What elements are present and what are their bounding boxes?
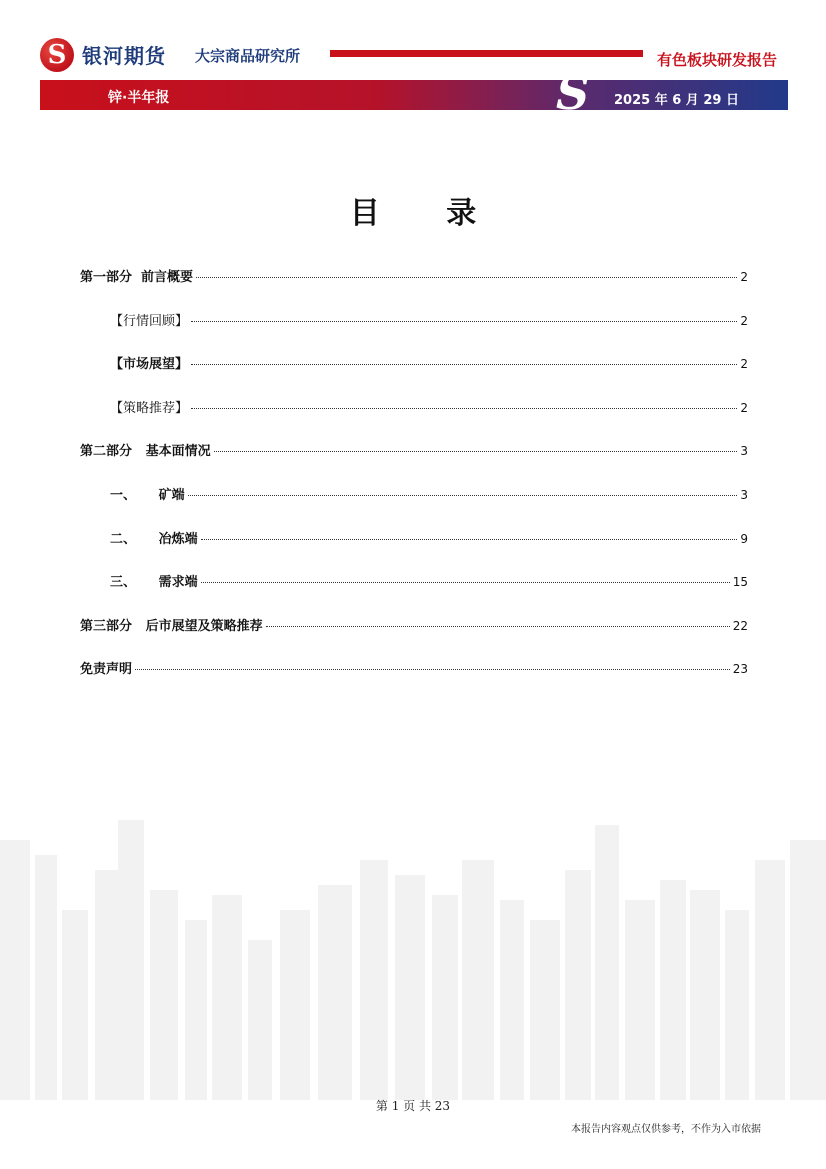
toc-entry[interactable]	[110, 571, 748, 590]
toc-entry-page: 22	[732, 618, 748, 633]
toc-entry[interactable]	[110, 528, 748, 547]
toc-entry-label: 第三部分 后市展望及策略推荐	[80, 618, 263, 634]
toc-leader-dots	[191, 408, 737, 409]
toc-leader-dots	[135, 669, 730, 670]
toc-leader-dots	[214, 451, 738, 452]
brand-name: 银河期货	[82, 44, 166, 68]
toc-leader-dots	[201, 582, 730, 583]
toc-entry-page: 23	[732, 662, 748, 677]
report-date: 2025 年 6 月 29 日	[614, 93, 739, 108]
toc-entry[interactable]	[80, 440, 748, 459]
toc-entry-label: 一、 矿端	[110, 488, 185, 503]
toc-entry-label: 第一部分 前言概要	[80, 270, 194, 285]
toc-entry[interactable]	[80, 266, 748, 285]
toc-entry-label: 第二部分 基本面情况	[80, 444, 211, 460]
toc-leader-dots	[191, 364, 737, 365]
report-type: 锌·半年报	[108, 90, 170, 106]
swoosh-s-icon: S	[550, 66, 595, 120]
toc-entry-page: 2	[740, 313, 748, 328]
toc-leader-dots	[191, 321, 737, 322]
toc-leader-dots	[266, 626, 730, 627]
toc-entry-page: 2	[740, 400, 748, 415]
toc-entry-page: 2	[740, 270, 748, 284]
toc-entry-label: 二、 冶炼端	[110, 531, 198, 547]
toc-entry-label: 【策略推荐】	[110, 400, 189, 416]
toc-entry-label: 三、 需求端	[110, 575, 198, 591]
toc-entry[interactable]	[110, 397, 748, 416]
toc-entry-page: 15	[732, 575, 748, 590]
toc-entry[interactable]	[110, 353, 748, 372]
toc-entry-label: 【行情回顾】	[110, 313, 189, 329]
toc-entry-page: 3	[740, 488, 748, 502]
page-number: 第 1 页 共 23	[375, 1099, 451, 1113]
toc-entry[interactable]	[80, 615, 748, 634]
skyline-watermark	[0, 800, 826, 1100]
toc-title: 目 录	[349, 196, 505, 231]
toc-entry-page: 9	[740, 531, 748, 546]
disclaimer-note: 本报告内容观点仅供参考，不作为入市依据	[571, 1124, 761, 1135]
toc-entry-page: 2	[740, 357, 748, 372]
toc-entry[interactable]	[80, 658, 748, 677]
institute-name: 大宗商品研究所	[195, 47, 301, 65]
brand-logo-icon: S	[40, 38, 74, 72]
toc-entry-label: 【市场展望】	[110, 357, 189, 373]
toc-entry-label: 免责声明	[80, 662, 133, 678]
toc-leader-dots	[196, 277, 737, 278]
toc-entry[interactable]	[110, 310, 748, 329]
toc-leader-dots	[188, 495, 738, 496]
toc-entry-page: 3	[740, 444, 748, 459]
toc-leader-dots	[201, 539, 738, 540]
header-red-rule	[330, 50, 643, 57]
series-title: 有色板块研发报告	[657, 51, 778, 69]
toc-entry[interactable]	[110, 484, 748, 503]
